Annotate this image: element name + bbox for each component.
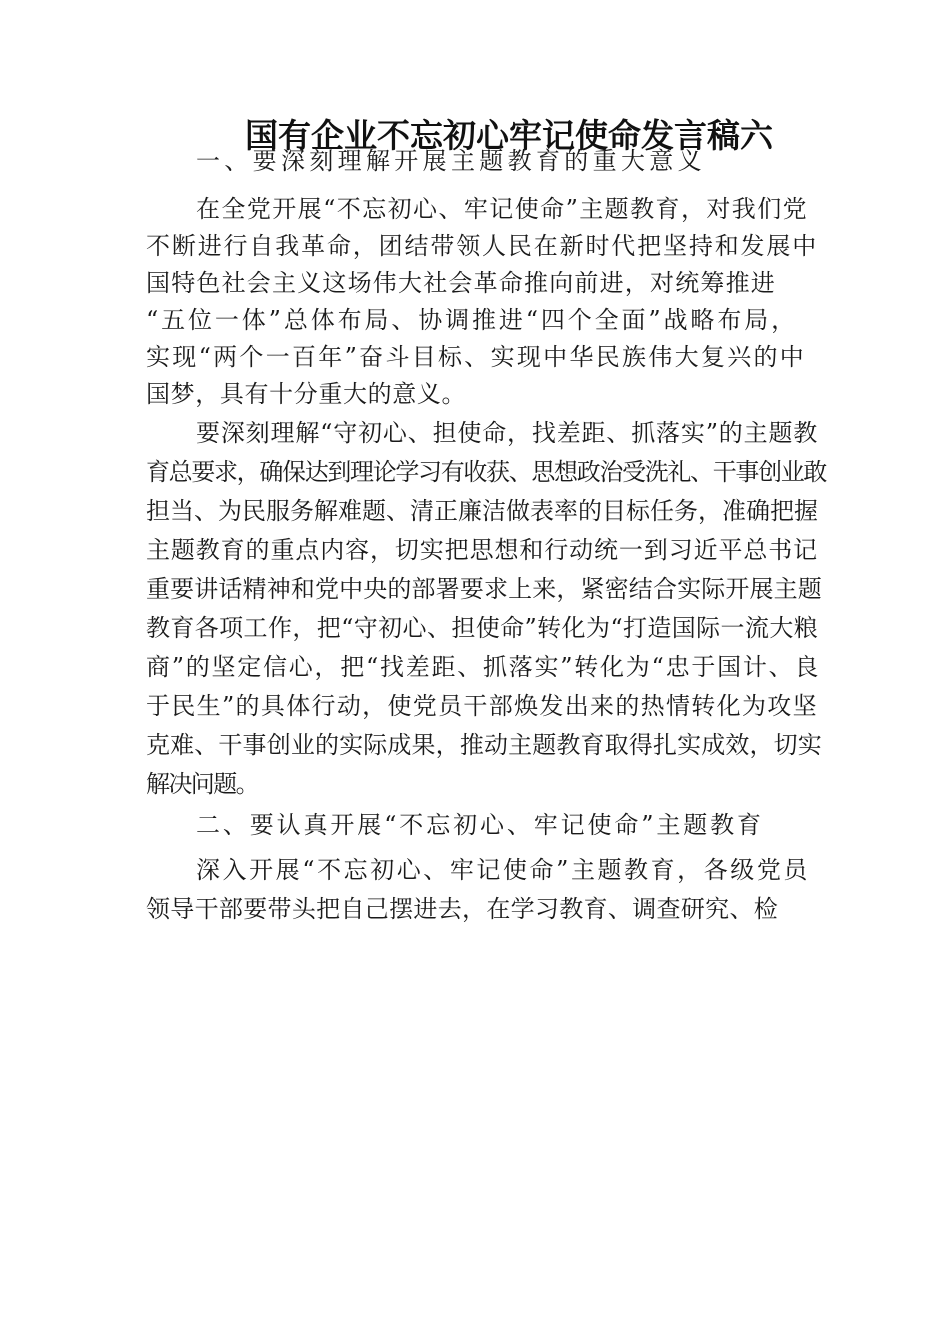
paragraph-line: 国梦，具有十分重大的意义。 [146, 380, 467, 408]
paragraph-line: 重要讲话精神和党中央的部署要求上来，紧密结合实际开展主题 [146, 575, 822, 603]
paragraph-line: 不断进行自我革命，团结带领人民在新时代把坚持和发展中 [146, 232, 819, 260]
section-heading-1: 一、要深刻理解开展主题教育的重大意义 [196, 147, 706, 175]
paragraph-line: 在全党开展“不忘初心、牢记使命”主题教育，对我们党 [196, 195, 809, 223]
paragraph-line: 克难、干事创业的实际成果，推动主题教育取得扎实成效，切实 [146, 731, 822, 759]
paragraph-line: 解决问题。 [146, 770, 258, 798]
paragraph-line: 担当、为民服务解难题、清正廉洁做表率的目标任务，准确把握 [146, 497, 818, 525]
paragraph-line: 于民生”的具体行动，使党员干部焕发出来的热情转化为攻坚 [146, 692, 818, 720]
paragraph-line: 育总要求，确保达到理论学习有收获、思想政治受洗礼、干事创业敢 [146, 458, 827, 486]
paragraph-line: 商”的坚定信心，把“找差距、抓落实”转化为“忠于国计、良 [146, 653, 821, 681]
document-title: 国有企业不忘初心牢记使命发言稿六 [245, 116, 773, 155]
paragraph-line: 领导干部要带头把自己摆进去，在学习教育、调查研究、检 [146, 895, 779, 923]
paragraph-line: “五位一体”总体布局、协调推进“四个全面”战略布局， [146, 306, 798, 334]
paragraph-line: 国特色社会主义这场伟大社会革命推向前进，对统筹推进 [146, 269, 776, 297]
section-heading-2: 二、要认真开展“不忘初心、牢记使命”主题教育 [196, 811, 764, 839]
paragraph-line: 教育各项工作，把“守初心、担使命”转化为“打造国际一流大粮 [146, 614, 819, 642]
paragraph-line: 要深刻理解“守初心、担使命，找差距、抓落实”的主题教 [196, 419, 819, 447]
paragraph-line: 主题教育的重点内容，切实把思想和行动统一到习近平总书记 [146, 536, 819, 564]
paragraph-line: 实现“两个一百年”奋斗目标、实现中华民族伟大复兴的中 [146, 343, 807, 371]
paragraph-line: 深入开展“不忘初心、牢记使命”主题教育，各级党员 [196, 856, 810, 884]
